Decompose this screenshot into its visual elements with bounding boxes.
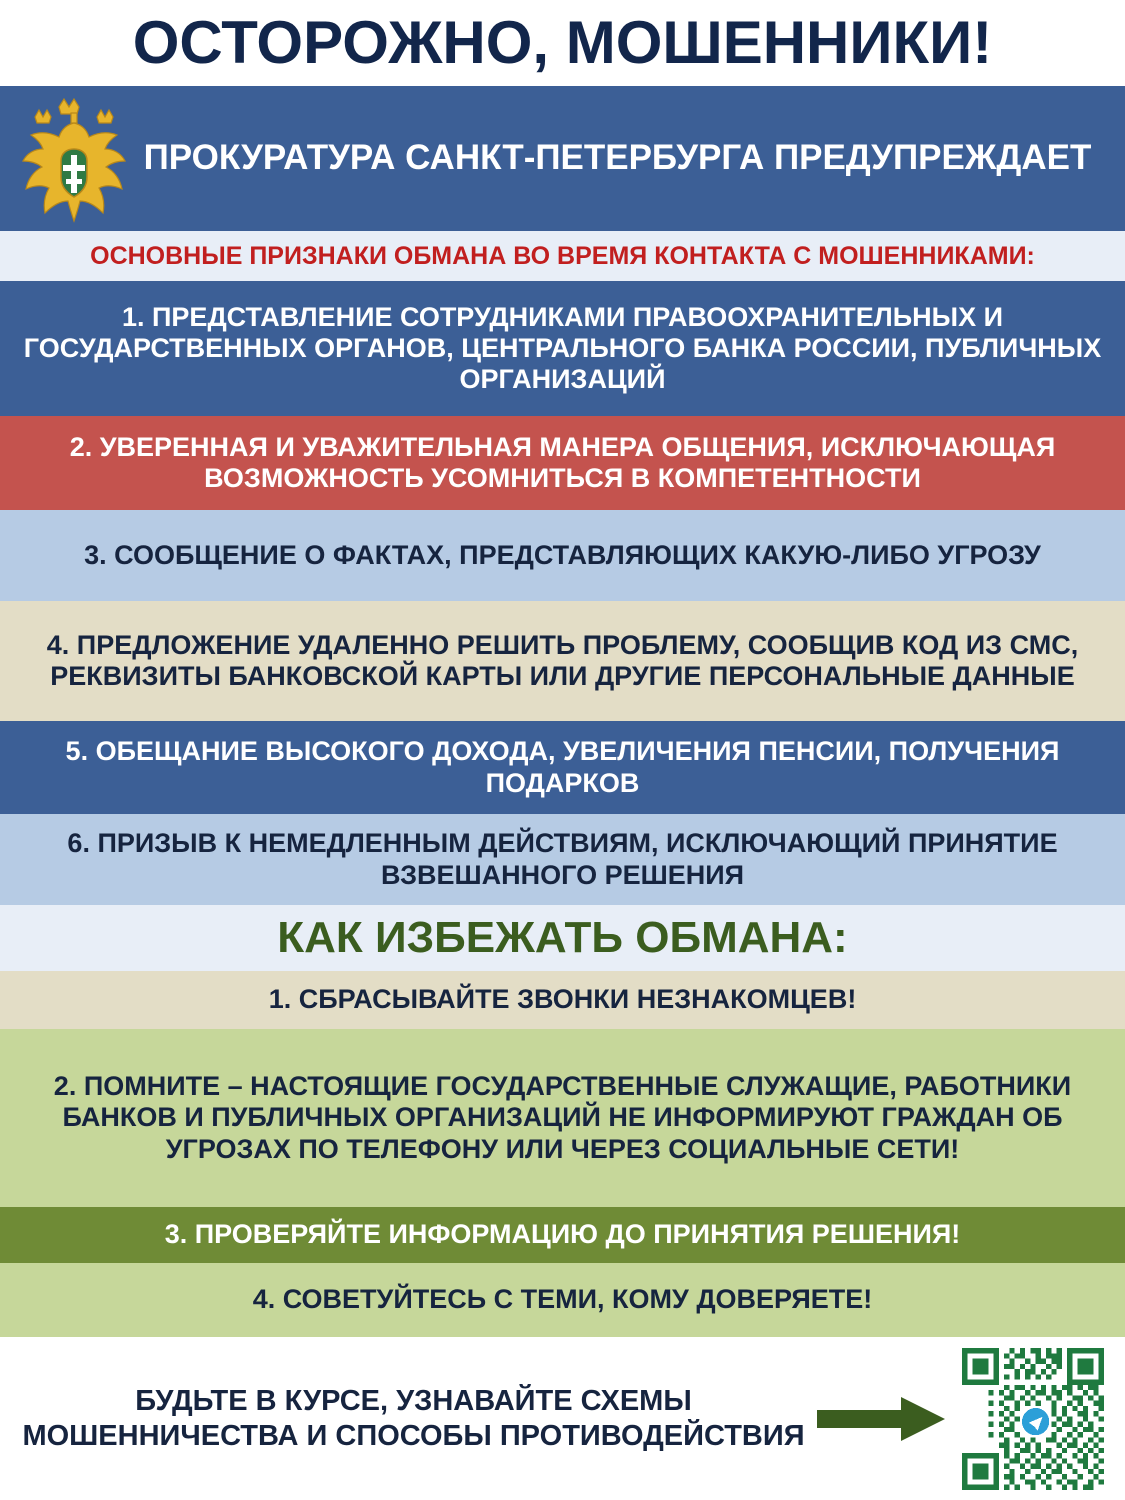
page-title: ОСТОРОЖНО, МОШЕННИКИ! — [132, 9, 993, 76]
avoid-item-2 — [0, 1029, 1125, 1207]
avoid-item-4 — [0, 1263, 1125, 1337]
sign-item-3 — [0, 510, 1125, 601]
qr-code[interactable] — [957, 1343, 1109, 1495]
avoid-item-3-text: 3. ПРОВЕРЯЙТЕ ИНФОРМАЦИЮ ДО ПРИНЯТИЯ РЕШЕНИЯ! — [164, 1219, 961, 1250]
avoid-item-1 — [0, 971, 1125, 1029]
signs-subhead — [0, 231, 1125, 281]
russian-coat-of-arms-prosecutor-emblem-icon — [14, 90, 134, 228]
sign-item-6 — [0, 814, 1125, 905]
signs-subhead-text: ОСНОВНЫЕ ПРИЗНАКИ ОБМАНА ВО ВРЕМЯ КОНТАКТА С МОШЕННИКАМИ: — [90, 241, 1035, 270]
avoid-item-1-text: 1. СБРАСЫВАЙТЕ ЗВОНКИ НЕЗНАКОМЦЕВ! — [268, 984, 857, 1015]
footer — [0, 1337, 1125, 1500]
prosecutor-header — [0, 86, 1125, 231]
sign-item-6-text: 6. ПРИЗЫВ К НЕМЕДЛЕННЫМ ДЕЙСТВИЯМ, ИСКЛЮЧАЮЩИЙ ПРИНЯТИЕ ВЗВЕШАННОГО РЕШЕНИЯ — [67, 828, 1058, 890]
sign-item-1 — [0, 281, 1125, 416]
sign-item-5 — [0, 721, 1125, 814]
avoid-item-3 — [0, 1207, 1125, 1263]
sign-item-1-text: 1. ПРЕДСТАВЛЕНИЕ СОТРУДНИКАМИ ПРАВООХРАНИТЕЛЬНЫХ И ГОСУДАРСТВЕННЫХ ОРГАНОВ, ЦЕНТРАЛЬНОГО БАНКА РОССИИ, ПУБЛИЧНЫХ ОРГАНИЗАЦИЙ — [23, 301, 1102, 395]
prosecutor-header-text: ПРОКУРАТУРА САНКТ-ПЕТЕРБУРГА ПРЕДУПРЕЖДАЕТ — [143, 138, 1092, 178]
sign-item-4 — [0, 601, 1125, 721]
sign-item-5-text: 5. ОБЕЩАНИЕ ВЫСОКОГО ДОХОДА, УВЕЛИЧЕНИЯ ПЕНСИИ, ПОЛУЧЕНИЯ ПОДАРКОВ — [65, 736, 1060, 798]
right-arrow-icon — [817, 1397, 947, 1441]
avoid-section-title — [0, 905, 1125, 971]
sign-item-2 — [0, 416, 1125, 510]
sign-item-3-text: 3. СООБЩЕНИЕ О ФАКТАХ, ПРЕДСТАВЛЯЮЩИХ КАКУЮ-ЛИБО УГРОЗУ — [84, 539, 1041, 570]
avoid-item-4-text: 4. СОВЕТУЙТЕСЬ С ТЕМИ, КОМУ ДОВЕРЯЕТЕ! — [252, 1284, 873, 1315]
footer-text: БУДЬТЕ В КУРСЕ, УЗНАВАЙТЕ СХЕМЫ МОШЕННИЧЕСТВА И СПОСОБЫ ПРОТИВОДЕЙСТВИЯ — [22, 1384, 805, 1452]
avoid-item-2-text: 2. ПОМНИТЕ – НАСТОЯЩИЕ ГОСУДАРСТВЕННЫЕ СЛУЖАЩИЕ, РАБОТНИКИ БАНКОВ И ПУБЛИЧНЫХ ОРГАНИЗАЦИЙ НЕ ИНФОРМИРУЮТ ГРАЖДАН ОБ УГРОЗАХ ПО ТЕЛЕФОНУ ИЛИ ЧЕРЕЗ СОЦИАЛЬНЫЕ СЕТИ! — [53, 1071, 1072, 1164]
avoid-section-title-text: КАК ИЗБЕЖАТЬ ОБМАНА: — [277, 913, 848, 963]
poster-title-bar — [0, 0, 1125, 86]
sign-item-4-text: 4. ПРЕДЛОЖЕНИЕ УДАЛЕННО РЕШИТЬ ПРОБЛЕМУ, СООБЩИВ КОД ИЗ СМС, РЕКВИЗИТЫ БАНКОВСКОЙ КАРТЫ ИЛИ ДРУГИЕ ПЕРСОНАЛЬНЫЕ ДАННЫЕ — [46, 629, 1079, 691]
sign-item-2-text: 2. УВЕРЕННАЯ И УВАЖИТЕЛЬНАЯ МАНЕРА ОБЩЕНИЯ, ИСКЛЮЧАЮЩАЯ ВОЗМОЖНОСТЬ УСОМНИТЬСЯ В КОМПЕТЕНТНОСТИ — [69, 431, 1056, 493]
